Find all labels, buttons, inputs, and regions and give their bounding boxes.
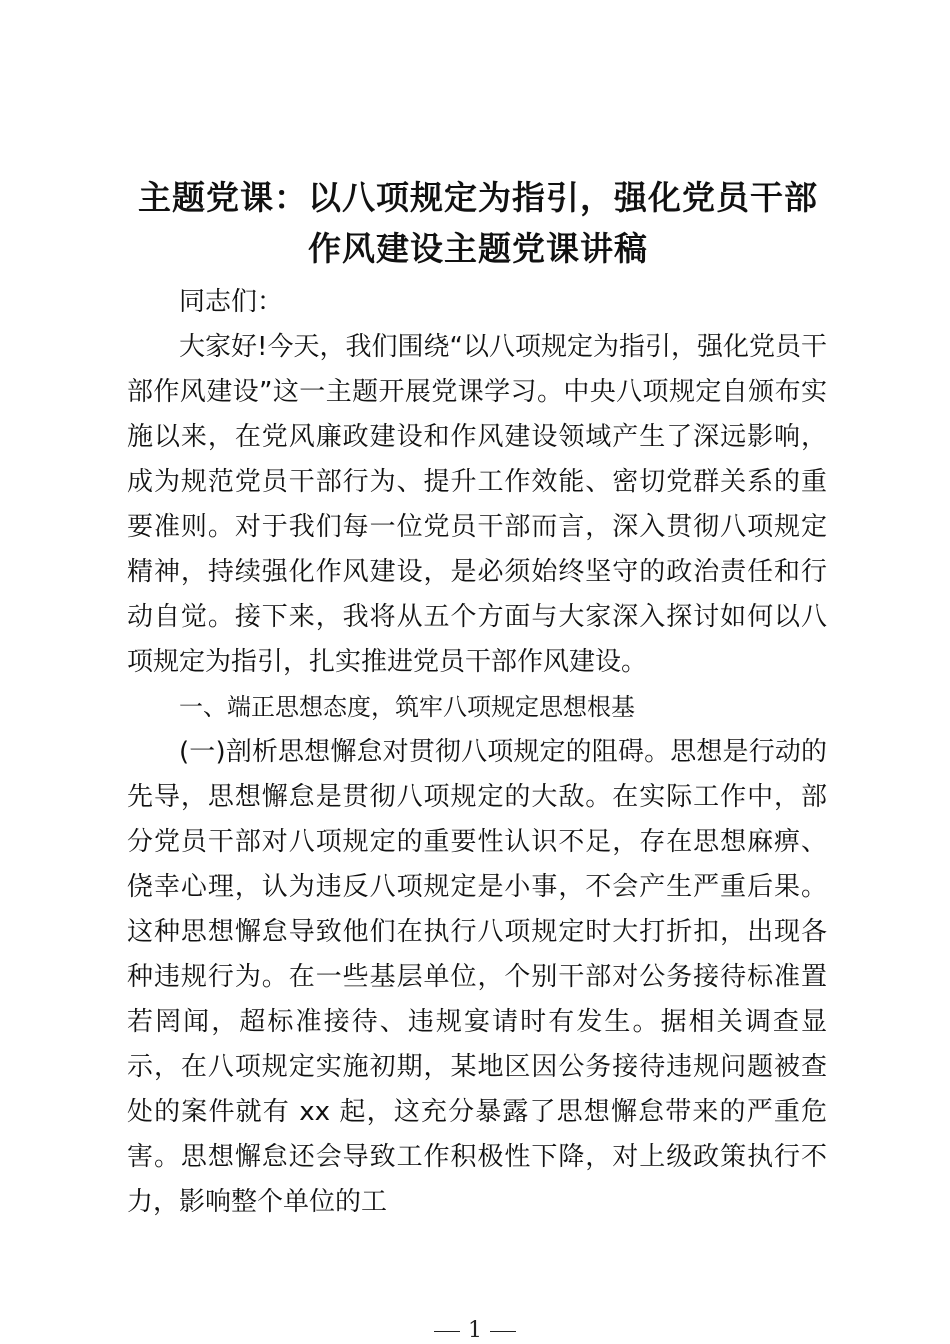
intro-paragraph: 大家好!今天，我们围绕“以八项规定为指引，强化党员干部作风建设”这一主题开展党课学习。中央八项规定自颁布实施以来，在党风廉政建设和作风建设领域产生了深远影响，成为规范党员干部行为、提升工作效能、密切党群关系的重要准则。对于我们每一位党员干部而言，深入贯彻八项规定精神，持续强化作风建设，是必须始终坚守的政治责任和行动自觉。接下来，我将从五个方面与大家深入探讨如何以八项规定为指引，扎实推进党员干部作风建设。	[127, 332, 827, 677]
section-1-paragraph-1: (一)剖析思想懈怠对贯彻八项规定的阻碍。思想是行动的先导，思想懈怠是贯彻八项规定的大敌。在实际工作中，部分党员干部对八项规定的重要性认识不足，存在思想麻痹、侥幸心理，认为违反八项规定是小事，不会产生严重后果。这种思想懈怠导致他们在执行八项规定时大打折扣，出现各种违规行为。在一些基层单位，个别干部对公务接待标准置若罔闻，超标准接待、违规宴请时有发生。据相关调查显示，在八项规定实施初期，某地区因公务接待违规问题被查处的案件就有 xx 起，这充分暴露了思想懈怠带来的严重危害。思想懈怠还会导致工作积极性下降，对上级政策执行不力，影响整个单位的工	[127, 737, 827, 1217]
footer-dash-right	[490, 1331, 516, 1332]
footer-dash-left	[434, 1331, 460, 1332]
page-number: 1	[468, 1318, 482, 1343]
title-line-1: 主题党课：以八项规定为指引，强化党员干部	[138, 178, 818, 217]
title-line-2: 作风建设主题党课讲稿	[308, 229, 648, 268]
document-body	[127, 280, 827, 1225]
salutation: 同志们：	[179, 287, 284, 317]
page-footer	[0, 1318, 950, 1344]
document-title	[120, 172, 836, 274]
section-1-heading: 一、端正思想态度，筑牢八项规定思想根基	[179, 693, 635, 721]
